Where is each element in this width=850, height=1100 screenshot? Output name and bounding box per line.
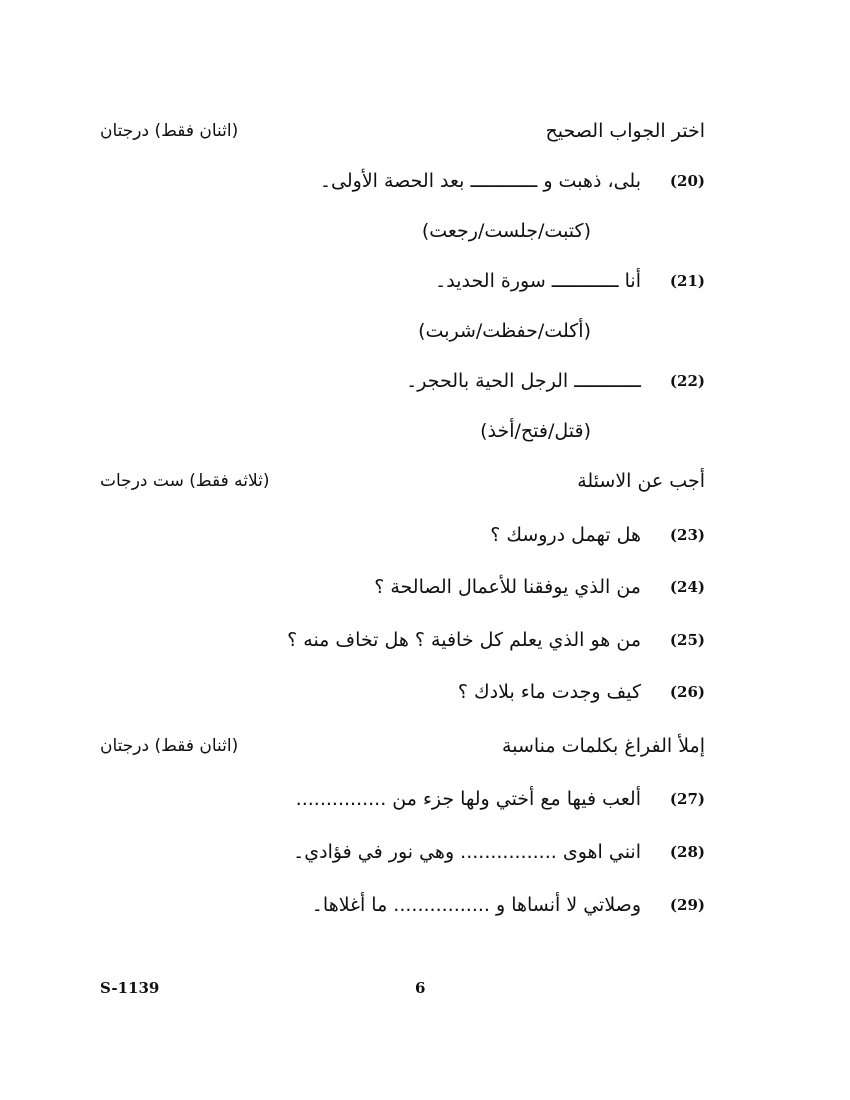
section-title: اختر الجواب الصحيح xyxy=(545,120,705,142)
question-number: (29) xyxy=(669,896,705,914)
question-row xyxy=(100,890,705,920)
question-text: من الذي يوفقنا للأعمال الصالحة ؟ xyxy=(374,576,641,598)
question-text: هل تهمل دروسك ؟ xyxy=(490,524,641,546)
question-row xyxy=(100,625,705,655)
section-title: أجب عن الاسئلة xyxy=(577,470,705,492)
question-number: (21) xyxy=(669,272,705,290)
question-number: (26) xyxy=(669,683,705,701)
question-row xyxy=(100,266,705,296)
question-text: ألعب فيها مع أختي ولها جزء من ............... xyxy=(295,788,641,810)
question-row xyxy=(100,837,705,867)
question-number: (25) xyxy=(669,631,705,649)
section-header xyxy=(100,731,705,761)
question-row xyxy=(100,677,705,707)
question-text: كيف وجدت ماء بلادك ؟ xyxy=(457,681,641,703)
question-number: (27) xyxy=(669,790,705,808)
question-number: (23) xyxy=(669,526,705,544)
section-marks: (ثلاثه فقط) ست درجات xyxy=(100,471,270,491)
paper-code: S-1139 xyxy=(100,979,160,997)
question-row xyxy=(100,784,705,814)
section-marks: (اثنان فقط) درجتان xyxy=(100,121,239,141)
section-marks: (اثنان فقط) درجتان xyxy=(100,736,239,756)
page-number: 6 xyxy=(415,979,426,997)
question-text: وصلاتي لا أنساها و ................ ما أغلاها۔ xyxy=(311,894,641,916)
question-row xyxy=(100,572,705,602)
question-row xyxy=(100,166,705,196)
options-row xyxy=(100,216,705,246)
question-row xyxy=(100,520,705,550)
question-text: أنا ــــــــــــ سورة الحديد۔ xyxy=(435,270,641,292)
section-header xyxy=(100,116,705,146)
section-title: إملأ الفراغ بكلمات مناسبة xyxy=(502,735,705,757)
options-row xyxy=(100,416,705,446)
question-number: (28) xyxy=(669,843,705,861)
answer-options: (أكلت/حفظت/شربت) xyxy=(418,320,591,342)
question-row xyxy=(100,366,705,396)
question-text: من هو الذي يعلم كل خافية ؟ هل تخاف منه ؟ xyxy=(287,629,641,651)
question-text: بلى، ذهبت و ــــــــــــ بعد الحصة الأولى۔ xyxy=(319,170,641,192)
options-row xyxy=(100,316,705,346)
section-header xyxy=(100,466,705,496)
answer-options: (كتبت/جلست/رجعت) xyxy=(421,220,591,242)
answer-options: (قتل/فتح/أخذ) xyxy=(480,420,591,442)
question-number: (20) xyxy=(669,172,705,190)
question-number: (24) xyxy=(669,578,705,596)
question-number: (22) xyxy=(669,372,705,390)
question-text: ــــــــــــ الرجل الحية بالحجر۔ xyxy=(406,370,641,392)
question-text: انني اهوى ................ وهي نور في فؤادي۔ xyxy=(293,841,641,863)
